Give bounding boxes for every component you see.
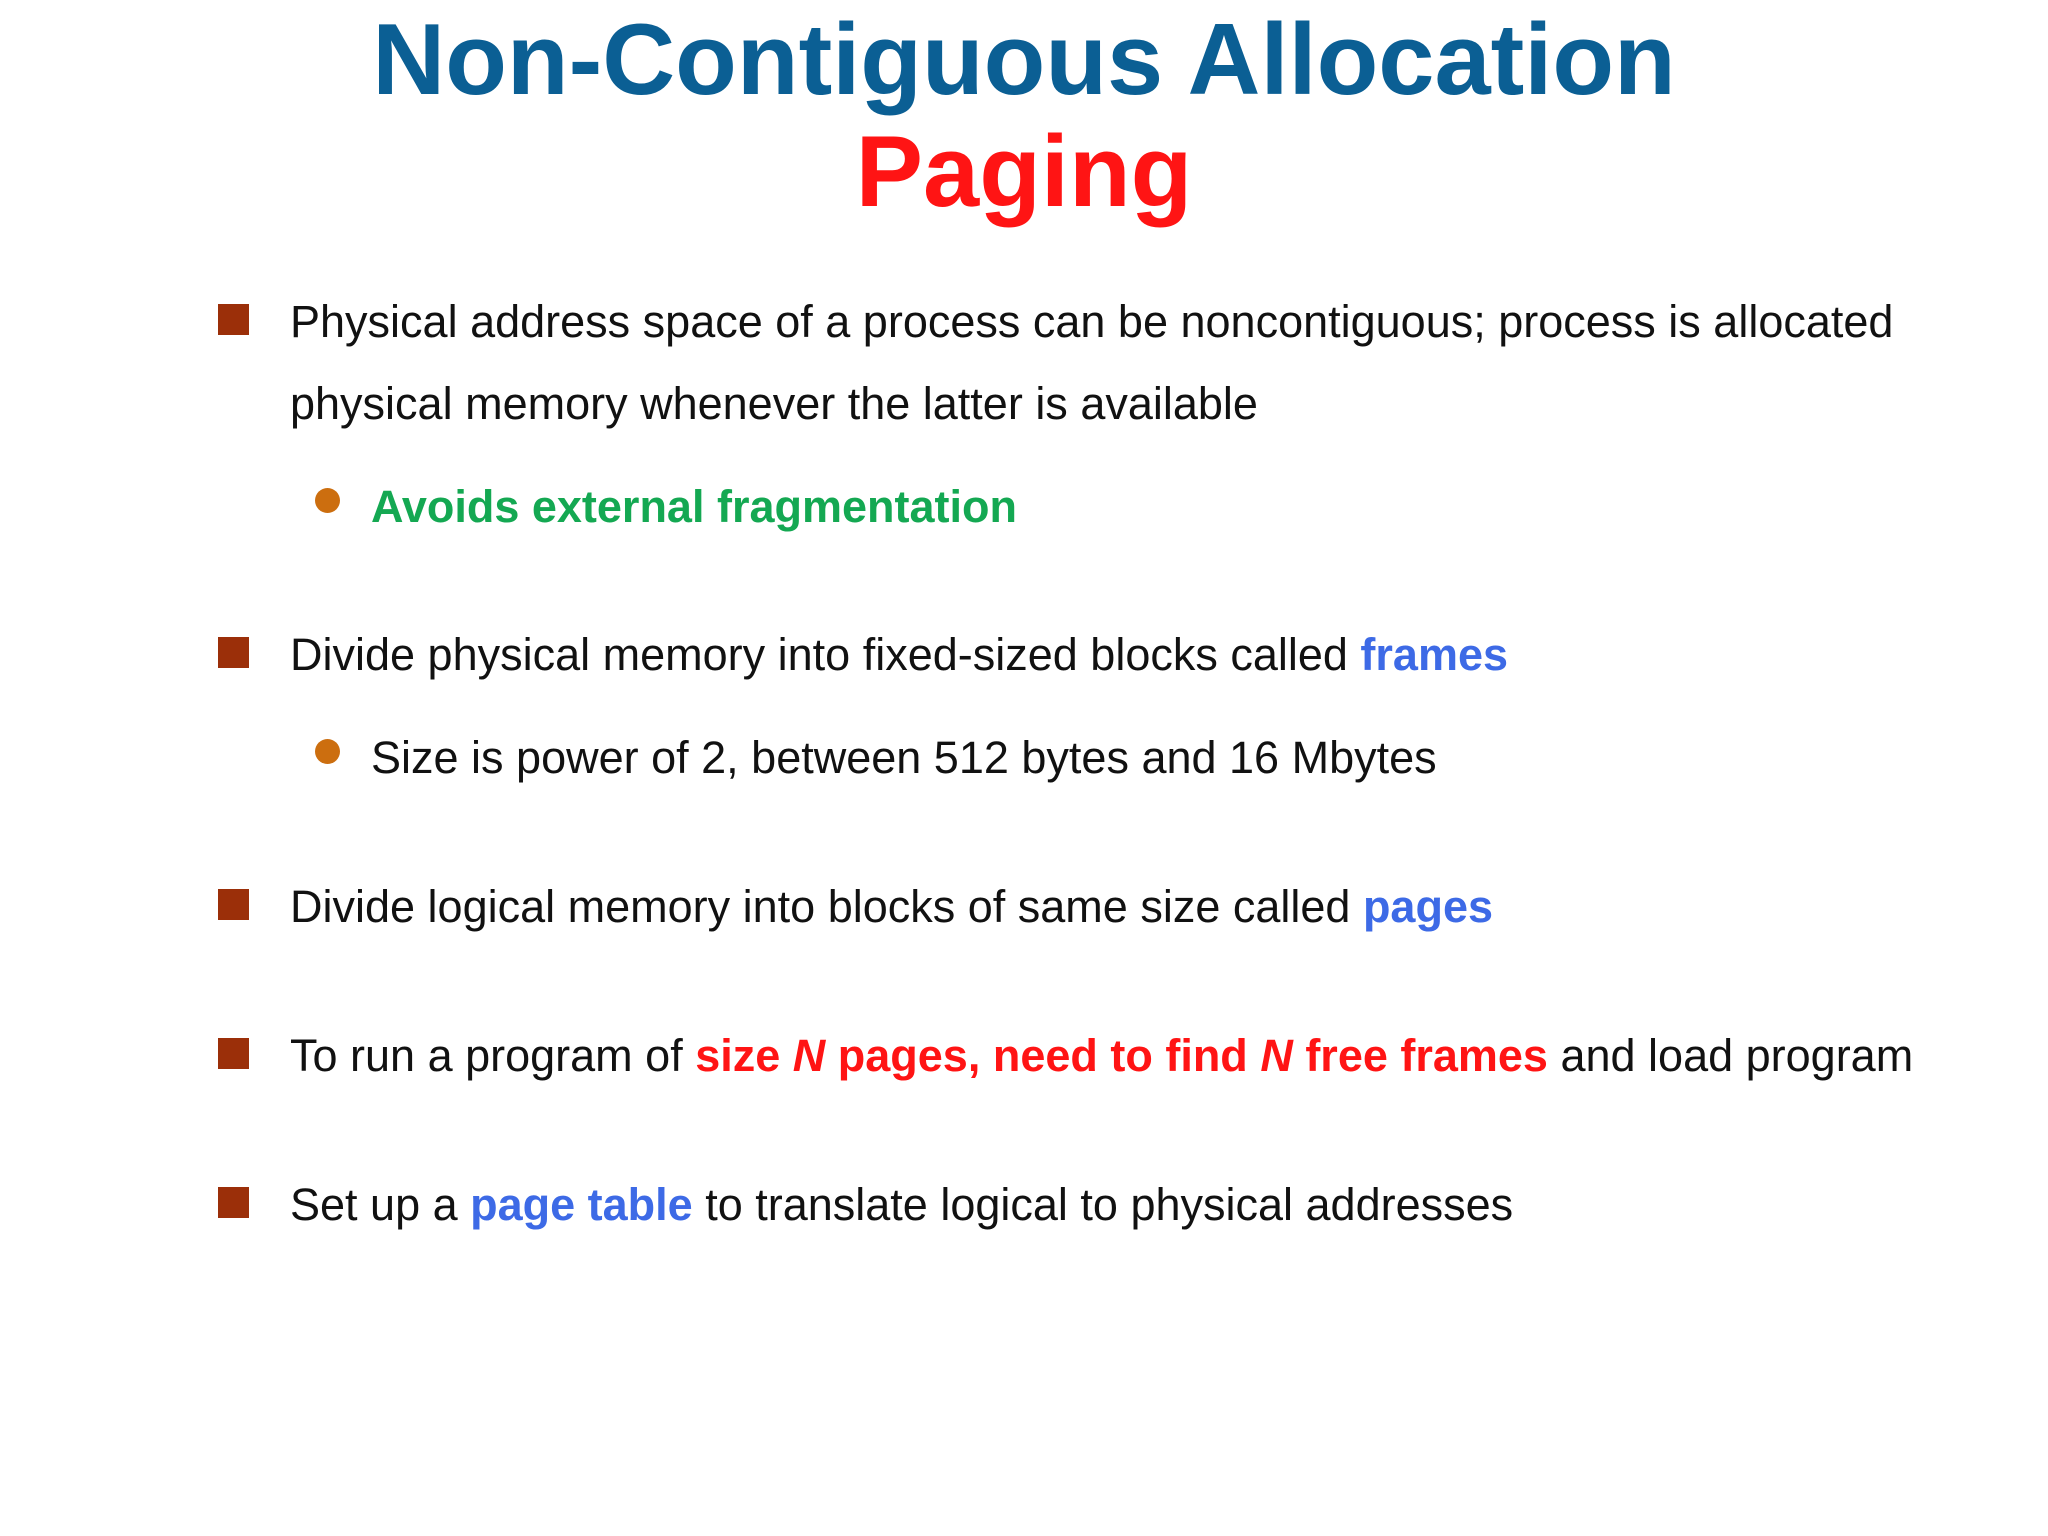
bullet-2-sub [371, 731, 1437, 785]
square-bullet-icon [218, 889, 249, 920]
bullet-3-highlight: pages [1362, 881, 1493, 932]
bullet-2 [290, 628, 1508, 682]
round-bullet-icon [315, 488, 340, 513]
slide-title: Non-Contiguous Allocation [372, 4, 1676, 116]
bullet-4-text-post: and load program [1547, 1030, 1914, 1081]
bullet-4-highlight-2: pages, need to find [825, 1030, 1261, 1081]
bullet-5-highlight: page table [470, 1179, 693, 1230]
bullet-1-line-2 [290, 377, 1258, 431]
bullet-4-n-2: N [1260, 1030, 1293, 1081]
bullet-4 [290, 1029, 1913, 1083]
round-bullet-icon [315, 739, 340, 764]
bullet-4-highlight-3: free frames [1292, 1030, 1548, 1081]
bullet-5 [290, 1178, 1513, 1232]
bullet-5-text-post: to translate logical to physical addresses [692, 1179, 1514, 1230]
bullet-5-text-pre: Set up a [290, 1179, 471, 1230]
slide-subtitle: Paging [855, 116, 1193, 228]
bullet-1-sub-text: Avoids external fragmentation [371, 481, 1017, 532]
bullet-2-highlight: frames [1360, 629, 1509, 680]
bullet-2-sub-text: Size is power of 2, between 512 bytes and 16 Mbytes [371, 732, 1437, 783]
bullet-1-text-1: Physical address space of a process can be noncontiguous; process is allocated [290, 296, 1894, 347]
square-bullet-icon [218, 1187, 249, 1218]
bullet-3 [290, 880, 1493, 934]
bullet-4-n-1: N [792, 1030, 826, 1081]
bullet-1-sub [371, 480, 1017, 534]
square-bullet-icon [218, 637, 249, 668]
square-bullet-icon [218, 304, 249, 335]
bullet-1-text-2: physical memory whenever the latter is available [290, 378, 1258, 429]
bullet-4-highlight-1: size [695, 1030, 793, 1081]
bullet-2-text: Divide physical memory into fixed-sized blocks called [290, 629, 1361, 680]
bullet-3-text: Divide logical memory into blocks of same size called [290, 881, 1363, 932]
square-bullet-icon [218, 1038, 249, 1069]
bullet-4-text-pre: To run a program of [290, 1030, 696, 1081]
bullet-1-line-1 [290, 295, 1893, 349]
